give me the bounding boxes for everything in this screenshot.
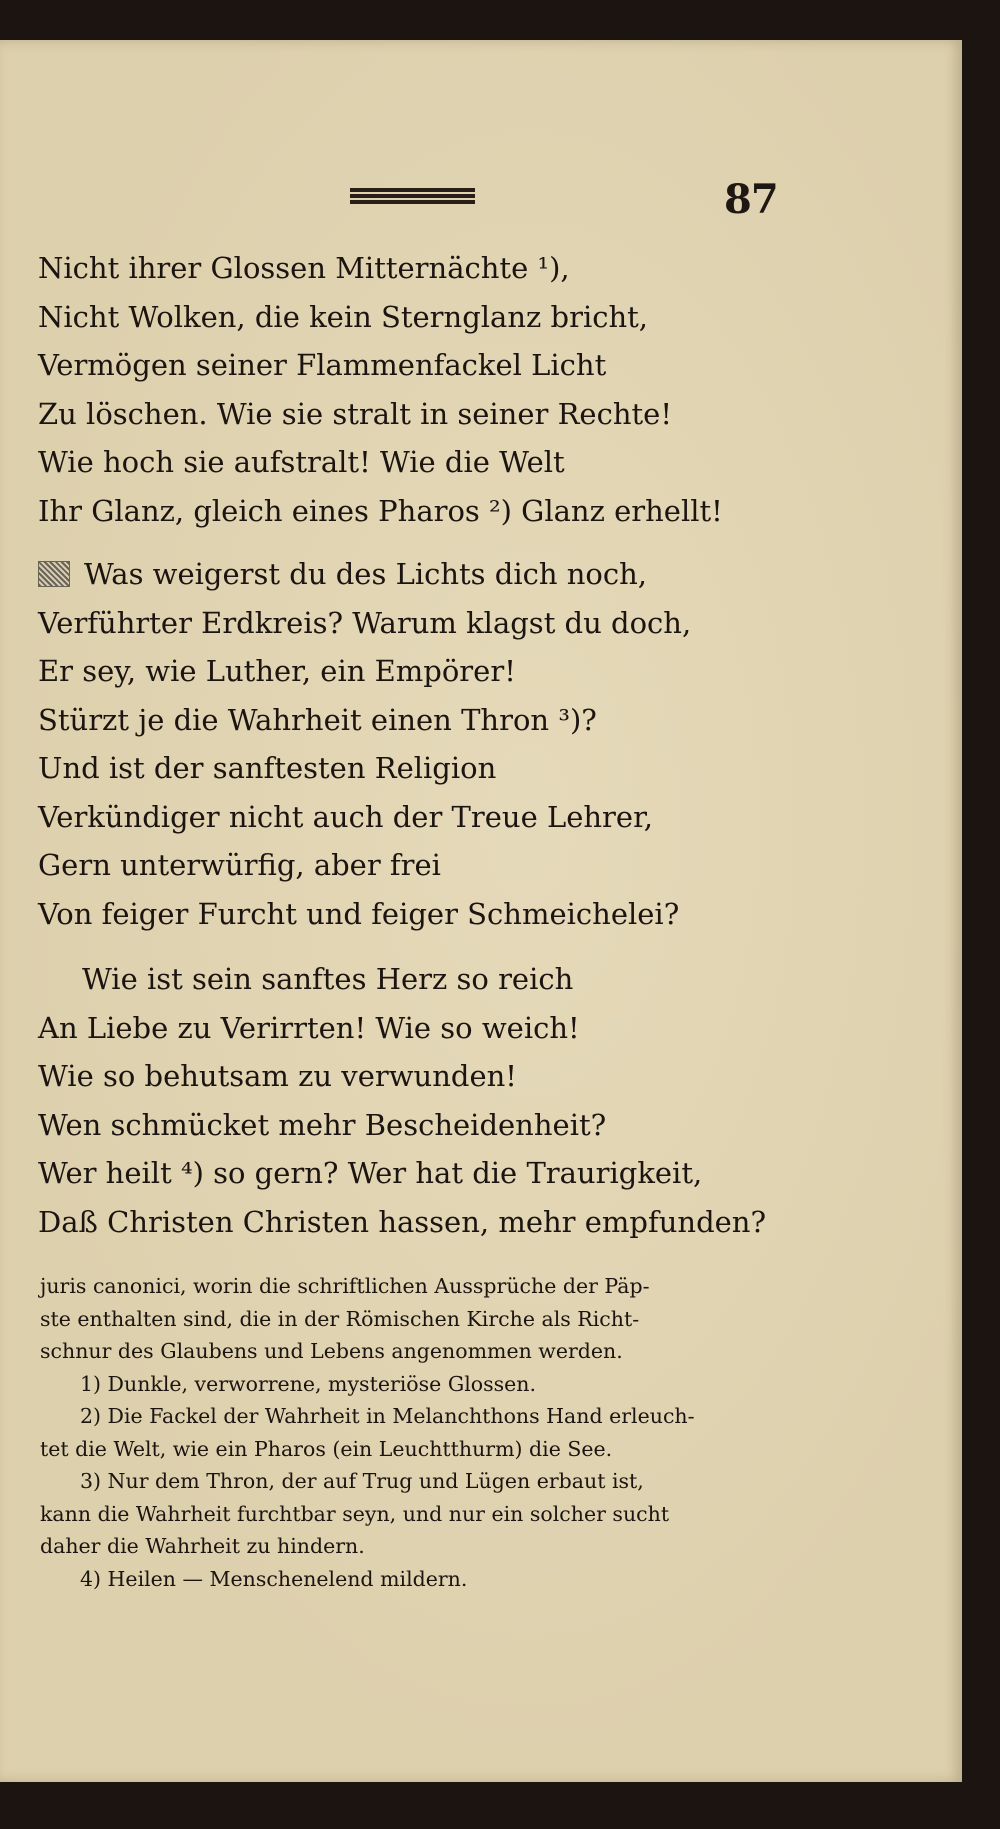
verse-line: Stürzt je die Wahrheit einen Thron ³)? — [38, 702, 597, 737]
footnote-line: juris canonici, worin die schriftlichen Aussprüche der Päp- — [40, 1274, 650, 1298]
header-rule-ornament — [350, 188, 475, 204]
verse-line: Ihr Glanz, gleich eines Pharos ²) Glanz erhellt! — [38, 493, 723, 528]
verse-line: Wie so behutsam zu verwunden! — [38, 1059, 517, 1093]
verse-line: Vermögen seiner Flammenfackel Licht — [38, 348, 607, 382]
verse-line-text: Was weigerst du des Lichts dich noch, — [84, 557, 648, 591]
verse-line: Wen schmücket mehr Bescheidenheit? — [38, 1107, 607, 1142]
verse-line: Verführter Erdkreis? Warum klagst du doch, — [38, 605, 692, 640]
stanza-2 — [38, 550, 922, 938]
scan-mark-icon — [38, 561, 70, 587]
footnote-2: 2) Die Fackel der Wahrheit in Melanchthons Hand erleuch- — [80, 1404, 695, 1428]
footnote-1: 1) Dunkle, verworrene, mysteriöse Glossen. — [80, 1371, 536, 1396]
verse-line: Daß Christen Christen hassen, mehr empfunden? — [38, 1204, 767, 1239]
verse-line: Nicht ihrer Glossen Mitternächte ¹), — [38, 251, 570, 285]
footnote-line: daher die Wahrheit zu hindern. — [40, 1534, 365, 1558]
stanza-3 — [38, 955, 922, 1246]
verse-line: Gern unterwürfig, aber frei — [38, 848, 441, 882]
footnote-4: 4) Heilen — Menschenelend mildern. — [80, 1566, 468, 1591]
verse-line: An Liebe zu Verirrten! Wie so weich! — [38, 1010, 580, 1045]
stanza-1 — [38, 244, 922, 535]
verse-line-first — [38, 550, 922, 599]
footnotes — [40, 1270, 922, 1595]
footnote-line: tet die Welt, wie ein Pharos (ein Leuchtthurm) die See. — [40, 1436, 613, 1461]
verse-line: Er sey, wie Luther, ein Empörer! — [38, 654, 516, 688]
footnote-line: schnur des Glaubens und Lebens angenommen werden. — [40, 1339, 623, 1363]
page-number: 87 — [724, 176, 778, 223]
verse-line: Und ist der sanftesten Religion — [38, 751, 497, 785]
verse-line: Wie ist sein sanftes Herz so reich — [82, 962, 574, 996]
book-page — [0, 40, 962, 1782]
verse-line: Verkündiger nicht auch der Treue Lehrer, — [38, 799, 653, 834]
verse-line: Zu löschen. Wie sie stralt in seiner Rechte! — [38, 396, 672, 431]
verse-line: Nicht Wolken, die kein Sternglanz bricht, — [38, 299, 649, 334]
verse-line: Wie hoch sie aufstralt! Wie die Welt — [38, 445, 565, 479]
footnote-3: 3) Nur dem Thron, der auf Trug und Lügen erbaut ist, — [80, 1469, 644, 1493]
verse-line: Wer heilt ⁴) so gern? Wer hat die Traurigkeit, — [38, 1156, 703, 1190]
verse-line: Von feiger Furcht und feiger Schmeichelei? — [38, 896, 680, 931]
footnote-line: kann die Wahrheit furchtbar seyn, und nur ein solcher sucht — [40, 1501, 670, 1526]
footnote-line: ste enthalten sind, die in der Römischen Kirche als Richt- — [40, 1306, 640, 1331]
